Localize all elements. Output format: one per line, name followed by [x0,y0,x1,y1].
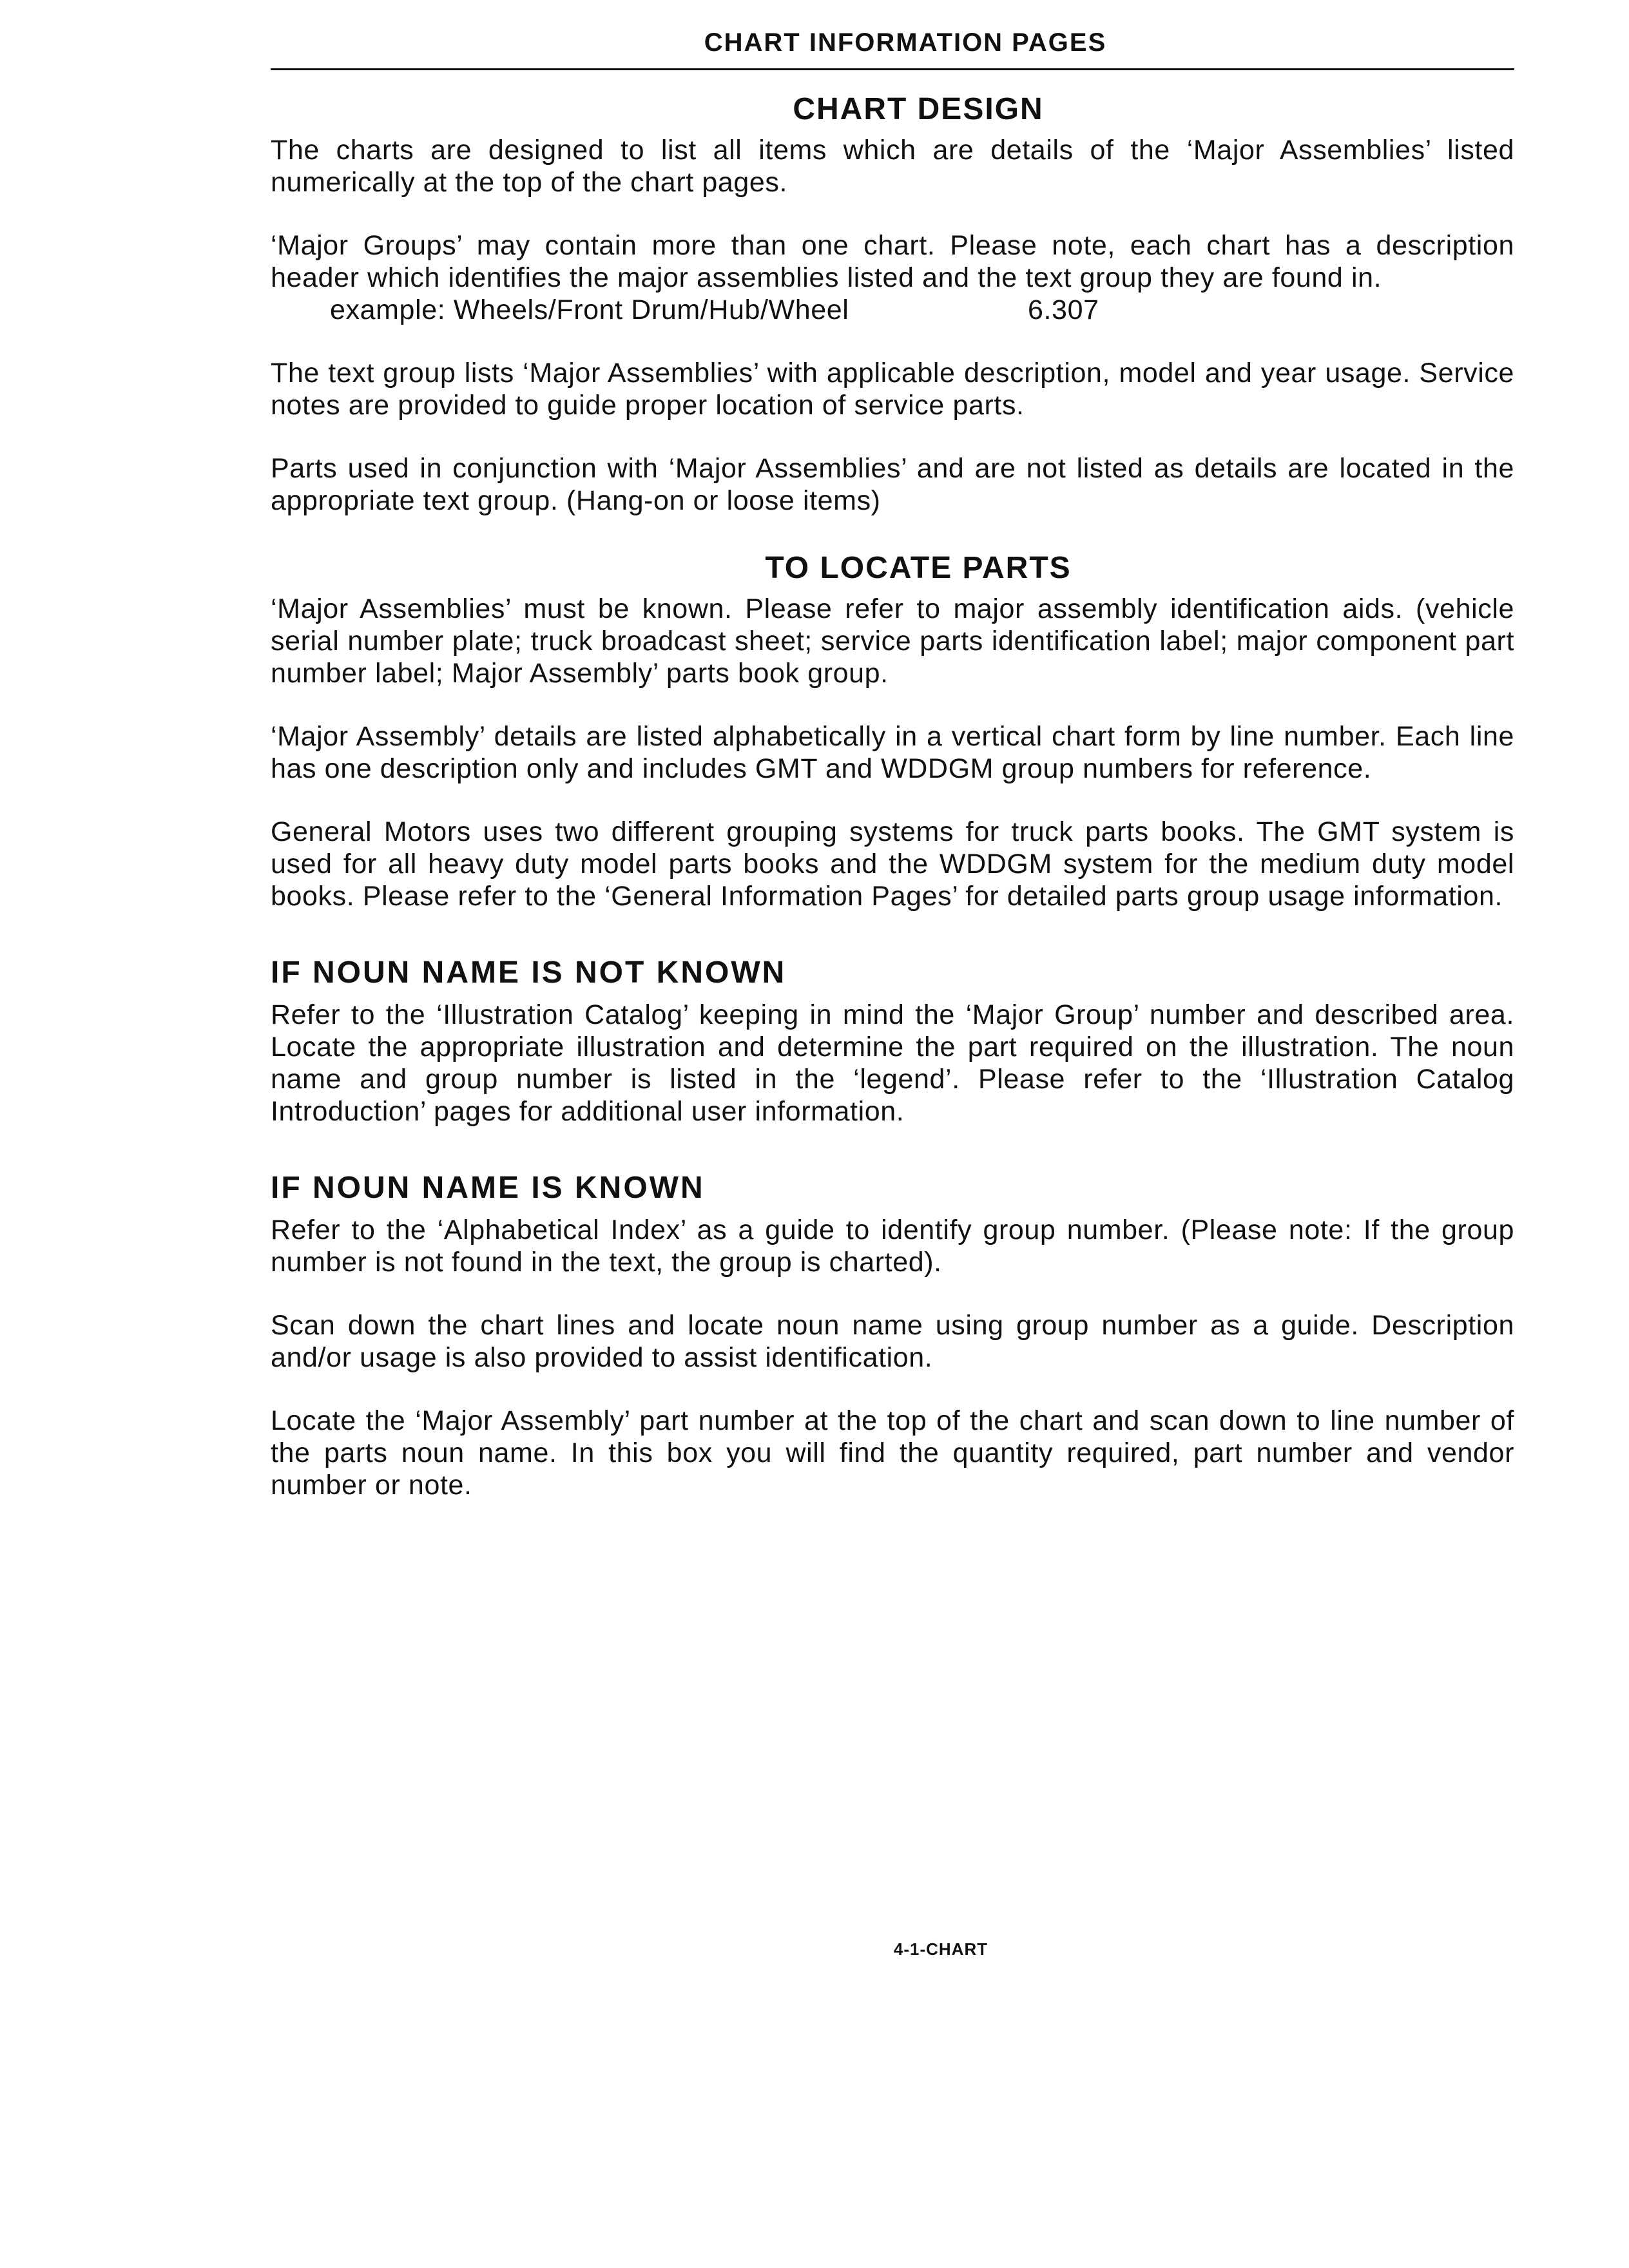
paragraph-chart-design-2: ‘Major Groups’ may contain more than one chart. Please note, each chart has a description header which identifies the major assemblies listed and the text group they are found in. [271,230,1514,293]
paragraph-chart-design-4: Parts used in conjunction with ‘Major Assemblies’ and are not listed as details are located in the appropriate text group. (Hang-on or loose items) [271,453,1514,516]
example-label: example: Wheels/Front Drum/Hub/Wheel [330,294,849,325]
section-heading-noun-known: IF NOUN NAME IS KNOWN [271,1171,705,1205]
paragraph-chart-design-1: The charts are designed to list all items which are details of the ‘Major Assemblies’ listed numerically at the top of the chart pages. [271,135,1514,198]
paragraph-noun-known-1: Refer to the ‘Alphabetical Index’ as a guide to identify group number. (Please note: If the group number is not found in the text, the group is charted). [271,1215,1514,1278]
paragraph-locate-1: ‘Major Assemblies’ must be known. Please refer to major assembly identification aids. (vehicle serial number plate; truck broadcast sheet; service parts identification label; major component part number label; Major Assembly’ parts book group. [271,593,1514,689]
page-header [271,24,1514,70]
paragraph-noun-known-2: Scan down the chart lines and locate noun name using group number as a guide. Description and/or usage is also provided to assist identification. [271,1310,1514,1373]
section-heading-chart-design: CHART DESIGN [793,92,1044,126]
page-number: 4-1-CHART [893,1939,988,1959]
paragraph-chart-design-3: The text group lists ‘Major Assemblies’ with applicable description, model and year usage. Service notes are provided to guide proper location of service parts. [271,358,1514,421]
section-heading-to-locate-parts: TO LOCATE PARTS [765,551,1072,585]
paragraph-locate-3: General Motors uses two different grouping systems for truck parts books. The GMT system is used for all heavy duty model parts books and the WDDGM system for the medium duty model books. Please refer to the ‘General Information Pages’ for detailed parts group usage information. [271,816,1514,912]
example-group-number: 6.307 [1028,294,1099,325]
paragraph-locate-2: ‘Major Assembly’ details are listed alphabetically in a vertical chart form by line number. Each line has one description only and includes GMT and WDDGM group numbers for reference. [271,721,1514,784]
section-heading-noun-not-known: IF NOUN NAME IS NOT KNOWN [271,956,787,990]
header-rule [271,68,1514,70]
paragraph-noun-known-3: Locate the ‘Major Assembly’ part number at the top of the chart and scan down to line number of the parts noun name. In this box you will find the quantity required, part number and vendor number or note. [271,1405,1514,1501]
example-line [271,294,1514,326]
page-content [271,77,1514,1501]
running-title: CHART INFORMATION PAGES [704,28,1107,57]
paragraph-noun-not-known-1: Refer to the ‘Illustration Catalog’ keeping in mind the ‘Major Group’ number and described area. Locate the appropriate illustration and determine the part required on the illustration. The noun name and group number is listed in the ‘legend’. Please refer to the ‘Illustration Catalog Introduction’ pages for additional user information. [271,999,1514,1127]
